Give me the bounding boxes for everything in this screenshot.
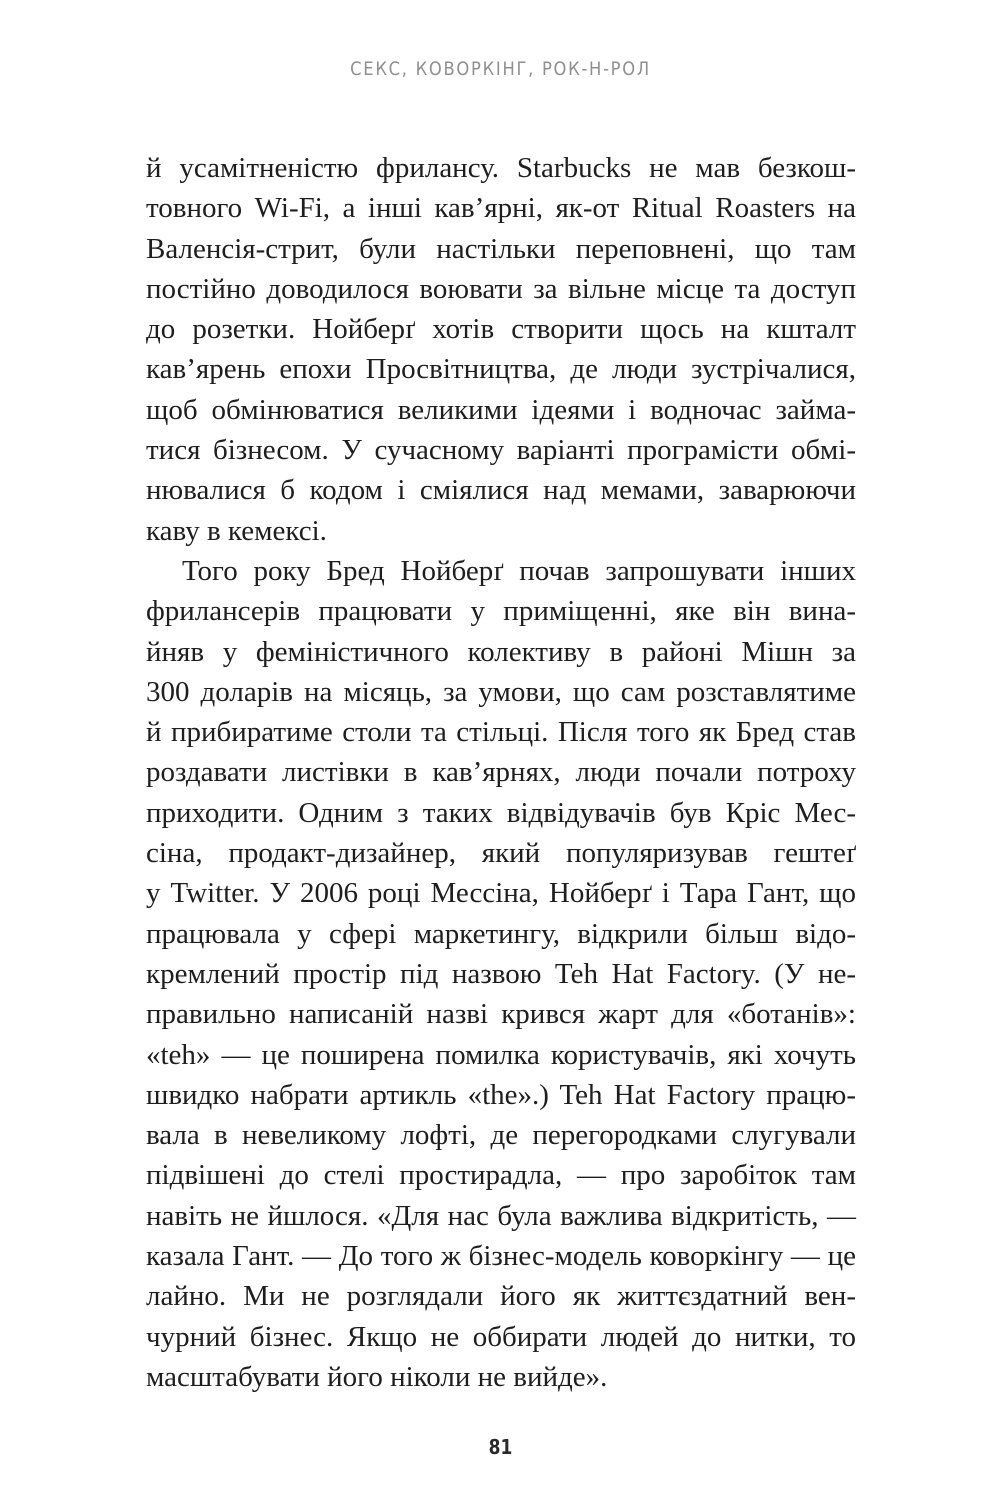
text-line: до розетки. Нойберґ хотів створити щось на кшталт (146, 313, 856, 346)
paragraph-1 (146, 148, 856, 551)
text-line: сіна, продакт-дизайнер, який популяризував гештеґ (146, 837, 856, 870)
text-line: приходити. Одним з таких відвідувачів був Кріс Мес- (146, 796, 856, 829)
text-line: кав’ярень епохи Просвітництва, де люди зустрічалися, (146, 353, 856, 386)
page-number: 81 (488, 1435, 513, 1459)
text-line: правильно написаній назві крився жарт для «ботанів»: (146, 998, 856, 1031)
text-line: казала Гант. — До того ж бізнес-модель коворкінгу — це (146, 1240, 856, 1273)
text-line: чурний бізнес. Якщо не оббирати людей до нитки, то (146, 1320, 856, 1353)
text-line: постійно доводилося воювати за вільне місце та доступ (146, 272, 856, 305)
running-head: СЕКС, КОВОРКІНГ, РОК-Н-РОЛ (350, 58, 651, 80)
text-line: Того року Бред Нойберґ почав запрошувати інших (182, 554, 856, 587)
text-line: кремлений простір під назвою Teh Hat Factory. (У не- (146, 957, 856, 990)
text-line: товного Wi-Fi, а інші кав’ярні, як-от Ritual Roasters на (146, 192, 856, 225)
text-line: вала в невеликому лофті, де перегородками слугували (146, 1119, 856, 1152)
text-line: Валенсія-стрит, були настільки переповнені, що там (146, 232, 856, 265)
text-line: й усамітненістю фрилансу. Starbucks не мав безкош- (146, 152, 856, 184)
text-line: йняв у феміністичного колективу в районі Мішн за (146, 635, 856, 668)
text-line: 300 доларів на місяць, за умови, що сам розставлятиме (146, 675, 856, 708)
text-line: каву в кемексі. (146, 514, 327, 547)
text-line: масштабувати його ніколи не вийде». (146, 1360, 608, 1393)
text-line: фрилансерів працювати у приміщенні, яке він вина- (146, 595, 856, 628)
paragraph-2 (146, 551, 856, 1397)
text-line: й прибиратиме столи та стільці. Після того як Бред став (146, 716, 856, 749)
text-line: щоб обмінюватися великими ідеями і водночас займа- (146, 393, 856, 426)
text-line: «teh» — це поширена помилка користувачів, які хочуть (146, 1038, 856, 1071)
text-line: підвішені до стелі простирадла, — про заробіток там (146, 1159, 856, 1192)
text-line: навіть не йшлося. «Для нас була важлива відкритість, — (146, 1199, 856, 1232)
text-line: роздавати листівки в кав’ярнях, люди почали потроху (146, 756, 856, 789)
text-line: швидко набрати артикль «the».) Teh Hat Factory працю- (146, 1078, 856, 1111)
text-line: працювала у сфері маркетингу, відкрили більш відо- (146, 917, 856, 950)
text-line: у Twitter. У 2006 році Мессіна, Нойберґ і Тара Гант, що (146, 877, 856, 910)
body-text (146, 148, 856, 1397)
text-line: лайно. Ми не розглядали його як життєздатний вен- (146, 1280, 856, 1313)
text-line: нювалися б кодом і сміялися над мемами, заварюючи (146, 474, 856, 507)
text-line: тися бізнесом. У сучасному варіанті програмісти обмі- (146, 434, 856, 467)
